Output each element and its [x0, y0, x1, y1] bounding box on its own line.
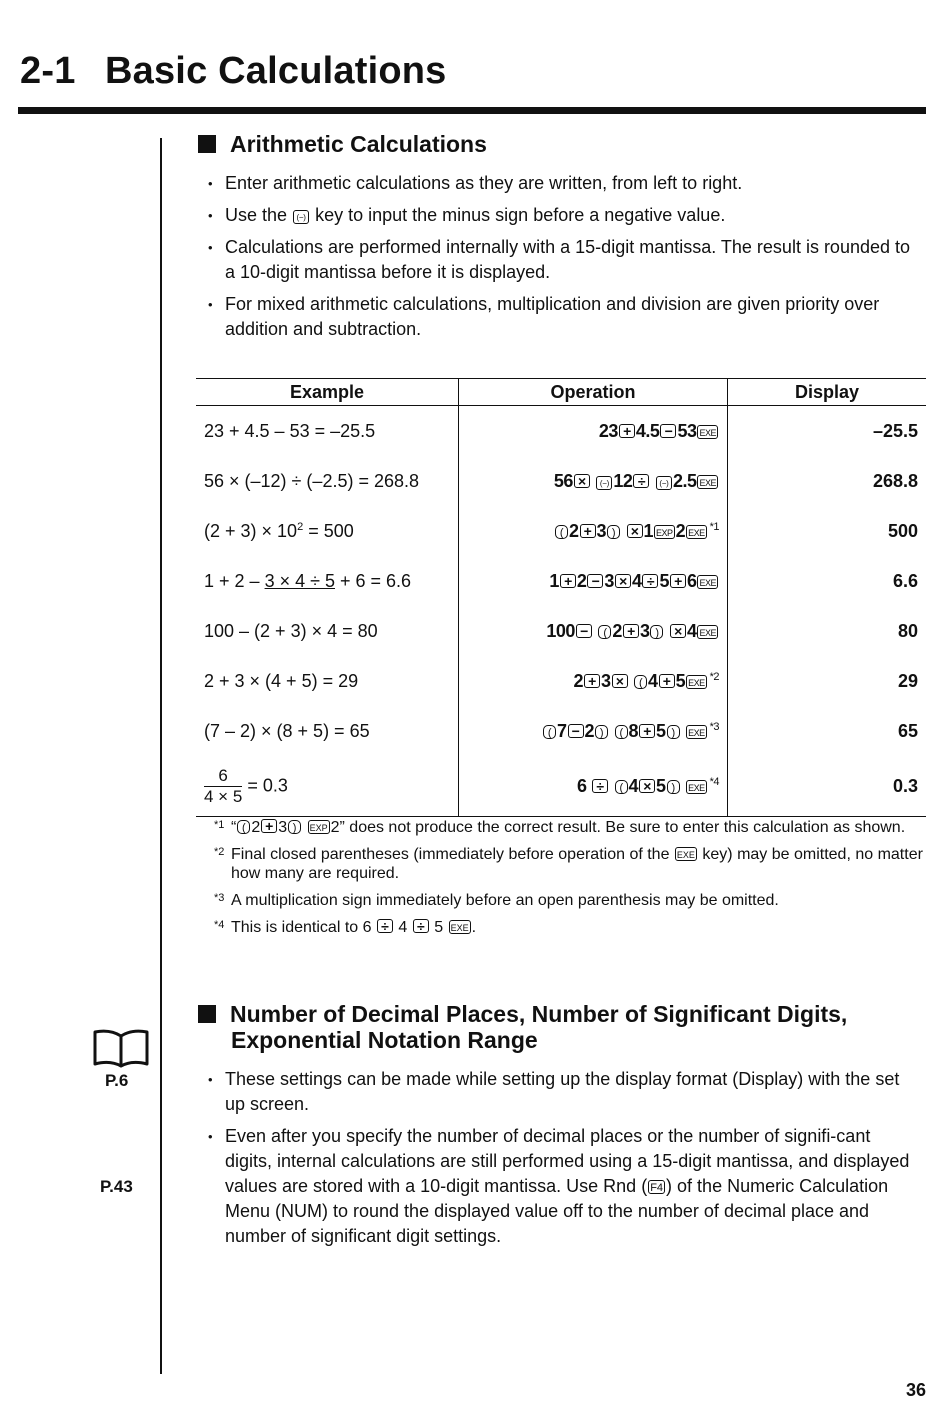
arithmetic-bullet-list — [208, 171, 918, 349]
divide-key-icon: ÷ — [642, 574, 658, 588]
exe-key-icon: EXE — [449, 920, 471, 934]
footnote-1: *1 “ ( 2 + 3 ) EXP 2” does not produce the correct result. Be sure to enter this calculation as shown. — [214, 818, 906, 836]
times-key-icon: × — [615, 574, 631, 588]
minus-key-icon: − — [587, 574, 603, 588]
exp-key-icon: EXP — [308, 820, 330, 834]
operation-cell: ( 7 − 2 ) ( 8 + 5 ) EXE $^{*3}$ — [459, 706, 728, 756]
display-cell: 0.3 — [728, 756, 927, 817]
negative-key-icon: (−) — [293, 210, 309, 224]
table-row — [196, 656, 926, 706]
plus-key-icon: + — [659, 674, 675, 688]
divide-key-icon: ÷ — [413, 919, 429, 933]
fraction: $\frac{6}{4 \times 5}$ — [204, 765, 243, 806]
book-reference-icon — [92, 1028, 150, 1068]
times-key-icon: × — [639, 779, 655, 793]
display-cell: 6.6 — [892, 570, 918, 591]
exe-key-icon: EXE — [697, 625, 718, 639]
open-paren-key-icon: ( — [555, 525, 568, 539]
minus-key-icon: − — [568, 724, 584, 738]
list-item: • Even after you specify the number of decimal places or the number of signifi-cant digits, internal calculations are still performed using a 15-digit mantissa, and displayed values are stored with a 10-digit mantissa. Use Rnd ( F4 ) of the Numeric Calculation Menu (NUM) to round the displayed value off to the number of decimal place and number of significant digit settings. — [208, 1124, 918, 1249]
minus-key-icon: − — [576, 624, 592, 638]
open-paren-key-icon: ( — [615, 725, 628, 739]
page-number: 36 — [905, 1380, 926, 1400]
table-row — [196, 456, 926, 506]
times-key-icon: × — [670, 624, 686, 638]
plus-key-icon: + — [560, 574, 576, 588]
chapter-title — [20, 50, 447, 93]
operation-cell: 1 + 2 − 3 × 4 ÷ 5 + 6 EXE — [459, 556, 728, 606]
header-operation: Operation — [459, 379, 728, 406]
close-paren-key-icon: ) — [667, 725, 680, 739]
exe-key-icon: EXE — [686, 525, 707, 539]
display-cell: 80 — [897, 620, 918, 641]
margin-ref-p6: P.6 — [105, 1071, 129, 1090]
minus-key-icon: − — [660, 424, 676, 438]
exe-key-icon: EXE — [675, 847, 697, 861]
open-paren-key-icon: ( — [615, 780, 628, 794]
divide-key-icon: ÷ — [633, 474, 649, 488]
operation-cell: 100 − ( 2 + 3 ) × 4 EXE — [459, 606, 728, 656]
close-paren-key-icon: ) — [667, 780, 680, 794]
times-key-icon: × — [612, 674, 628, 688]
footnote-4: *4 This is identical to 6 ÷ 4 ÷ 5 EXE . — [214, 918, 477, 936]
close-paren-key-icon: ) — [607, 525, 620, 539]
table-row — [196, 756, 926, 817]
plus-key-icon: + — [584, 674, 600, 688]
margin-ref-p43: P.43 — [100, 1177, 133, 1196]
table-row — [196, 606, 926, 656]
plus-key-icon: + — [623, 624, 639, 638]
close-paren-key-icon: ) — [650, 625, 663, 639]
plus-key-icon: + — [261, 819, 277, 833]
example-cell: 1 + 2 – 3 × 4 ÷ 5 + 6 = 6.6 — [196, 556, 459, 606]
footnotes — [214, 818, 930, 945]
margin-rule — [160, 138, 162, 1374]
table-row — [196, 556, 926, 606]
negative-key-icon: (−) — [596, 476, 612, 490]
operation-cell: 6 ÷ ( 4 × 5 ) EXE $^{*4}$ — [459, 756, 728, 817]
chapter-title-text: Basic Calculations — [105, 50, 447, 92]
plus-key-icon: + — [580, 524, 596, 538]
exe-key-icon: EXE — [697, 575, 718, 589]
header-example: Example — [196, 379, 459, 406]
display-cell: 500 — [887, 520, 918, 541]
close-paren-key-icon: ) — [595, 725, 608, 739]
close-paren-key-icon: ) — [288, 820, 301, 834]
display-cell: 65 — [897, 720, 918, 741]
f4-key-icon: F4 — [650, 1182, 664, 1194]
open-paren-key-icon: ( — [237, 820, 250, 834]
chapter-number: 2-1 — [20, 50, 76, 92]
times-key-icon: × — [627, 524, 643, 538]
exe-key-icon: EXE — [686, 675, 707, 689]
display-cell: 268.8 — [872, 470, 918, 491]
open-paren-key-icon: ( — [634, 675, 647, 689]
example-cell: 23 + 4.5 – 53 = –25.5 — [196, 406, 459, 457]
footnote-3: *3 A multiplication sign immediately before an open parenthesis may be omitted. — [214, 892, 779, 909]
list-item: • For mixed arithmetic calculations, multiplication and division are given priority over addition and subtraction. — [208, 292, 918, 342]
example-cell: $\frac{6}{4 \times 5}$ = 0.3 — [196, 756, 459, 817]
open-paren-key-icon: ( — [598, 625, 611, 639]
example-cell: 100 – (2 + 3) × 4 = 80 — [196, 606, 459, 656]
operation-cell: ( 2 + 3 ) × 1 EXP 2 EXE $^{*1}$ — [459, 506, 728, 556]
list-item: • Enter arithmetic calculations as they are written, from left to right. — [208, 171, 918, 196]
table-header-row — [196, 379, 926, 406]
calculation-table — [196, 378, 926, 817]
operation-cell: 23 + 4.5 − 53 EXE — [459, 406, 728, 457]
footnote-2: *2 Final closed parentheses (immediately before operation of the EXE key) may be omitted, no matter how many are required. — [214, 846, 923, 882]
table-row — [196, 406, 926, 457]
header-display: Display — [728, 379, 927, 406]
divide-key-icon: ÷ — [377, 919, 393, 933]
list-item: • Calculations are performed internally with a 15-digit mantissa. The result is rounded to a 10-digit mantissa before it is displayed. — [208, 235, 918, 285]
table-row — [196, 506, 926, 556]
plus-key-icon: + — [619, 424, 635, 438]
square-bullet-icon — [198, 135, 216, 153]
open-paren-key-icon: ( — [543, 725, 556, 739]
divide-key-icon: ÷ — [592, 779, 608, 793]
square-bullet-icon — [198, 1005, 216, 1023]
times-key-icon: × — [574, 474, 590, 488]
section-title: Arithmetic Calculations — [230, 131, 487, 157]
exe-key-icon: EXE — [686, 725, 707, 739]
example-cell: $(2 + 3) \times 10^2 = 500$ — [196, 506, 459, 556]
exe-key-icon: EXE — [686, 780, 707, 794]
decimal-bullet-list — [208, 1067, 918, 1256]
list-item: • Use the (−) key to input the minus sign before a negative value. — [208, 203, 918, 228]
exe-key-icon: EXE — [697, 475, 718, 489]
example-cell: (7 – 2) × (8 + 5) = 65 — [196, 706, 459, 756]
exe-key-icon: EXE — [697, 425, 718, 439]
display-cell: –25.5 — [872, 420, 918, 441]
plus-key-icon: + — [670, 574, 686, 588]
list-item: • These settings can be made while setting up the display format (Display) with the set up screen. — [208, 1067, 918, 1117]
table-row — [196, 706, 926, 756]
title-rule — [18, 107, 926, 114]
example-cell: 56 × (–12) ÷ (–2.5) = 268.8 — [196, 456, 459, 506]
exp-key-icon: EXP — [654, 525, 675, 539]
example-cell: 2 + 3 × (4 + 5) = 29 — [196, 656, 459, 706]
section-heading-decimal-places: Number of Decimal Places, Number of Significant Digits, Exponential Notation Range — [198, 1001, 847, 1053]
display-cell: 29 — [897, 670, 918, 691]
operation-cell: 56 × (−) 12 ÷ (−) 2.5 EXE — [459, 456, 728, 506]
negative-key-icon: (−) — [656, 476, 672, 490]
plus-key-icon: + — [639, 724, 655, 738]
section-heading-arithmetic — [198, 131, 487, 157]
operation-cell: 2 + 3 × ( 4 + 5 EXE $^{*2}$ — [459, 656, 728, 706]
